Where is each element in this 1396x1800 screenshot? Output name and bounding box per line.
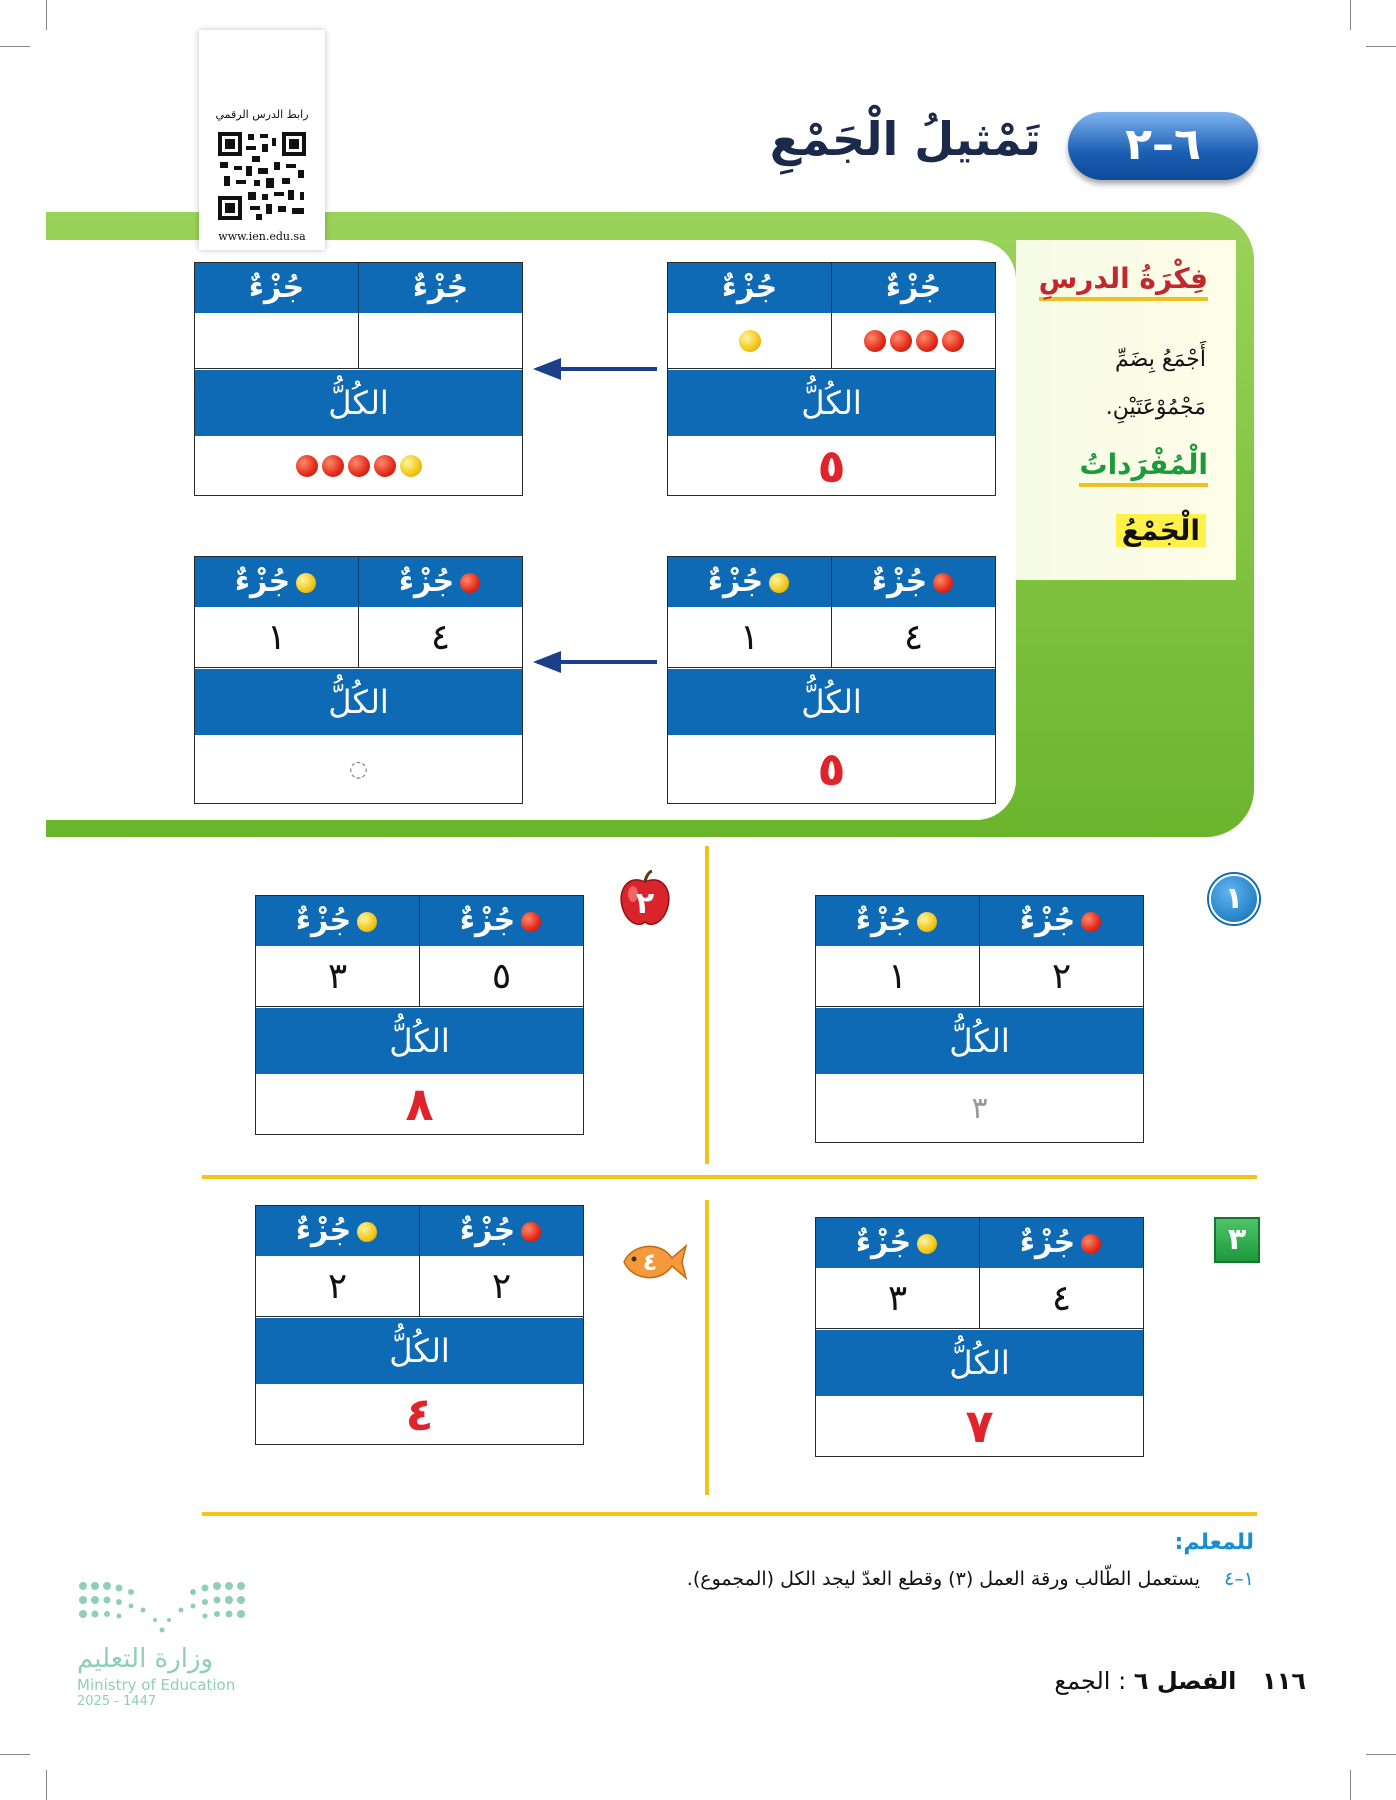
- part-header: جُزْءٌ: [668, 263, 832, 313]
- yellow-counter-icon: [400, 455, 422, 477]
- ministry-year: 2025 - 1447: [77, 1694, 157, 1709]
- part-header-red: جُزْءٌ: [420, 1206, 583, 1256]
- part-cell-empty: [359, 313, 522, 368]
- ministry-english: Ministry of Education: [77, 1676, 236, 1694]
- red-counter-icon: [916, 330, 938, 352]
- lesson-idea-heading: فِكْرَةُ الدرسِ: [1039, 262, 1208, 301]
- red-counter-icon: [933, 573, 953, 593]
- red-counter-icon: [374, 455, 396, 477]
- part-header-red: جُزْءٌ: [832, 557, 995, 607]
- part-header-yellow: جُزْءٌ: [256, 1206, 420, 1256]
- crop-mark: [46, 1770, 47, 1800]
- red-counter-icon: [1081, 1234, 1101, 1254]
- part-whole-mat: [667, 556, 996, 804]
- part-header-red: جُزْءٌ: [359, 557, 522, 607]
- exercise-number: ٢: [635, 886, 655, 921]
- yellow-counter-icon: [296, 573, 316, 593]
- part-whole-mat: [255, 895, 584, 1135]
- part-cell-empty: [195, 313, 359, 368]
- red-counter-icon: [942, 330, 964, 352]
- part-header-yellow: جُزْءٌ: [668, 557, 832, 607]
- yellow-counter-icon: [917, 1234, 937, 1254]
- whole-header: الكُلُّ: [668, 370, 995, 436]
- page-number: ١١٦: [1262, 1667, 1306, 1695]
- red-counter-icon: [1081, 912, 1101, 932]
- page-footer: [1054, 1667, 1306, 1695]
- qr-code-icon: [216, 130, 308, 222]
- part-value: ٥: [491, 955, 512, 997]
- divider: [202, 1512, 1257, 1516]
- whole-header: الكُلُّ: [195, 669, 522, 735]
- chapter-label: الفصل ٦: [1133, 1667, 1237, 1695]
- teacher-note-range: ١–٤: [1224, 1568, 1254, 1590]
- ministry-logo: [77, 1580, 257, 1709]
- teacher-note: [687, 1568, 1254, 1590]
- exercise-number: ٤: [642, 1248, 658, 1276]
- part-header-yellow: جُزْءٌ: [195, 557, 359, 607]
- whole-header: الكُلُّ: [816, 1008, 1143, 1074]
- red-counter-icon: [864, 330, 886, 352]
- yellow-counter-icon: [917, 912, 937, 932]
- part-whole-mat: [194, 556, 523, 804]
- part-header-red: جُزْءٌ: [980, 896, 1143, 946]
- part-cell-counters: [668, 313, 832, 368]
- part-whole-mat: [667, 262, 996, 496]
- red-counter-icon: [890, 330, 912, 352]
- part-header-red: جُزْءٌ: [420, 896, 583, 946]
- qr-url[interactable]: www.ien.edu.sa: [218, 230, 306, 243]
- ministry-arabic: وزارة التعليم: [77, 1644, 214, 1674]
- teacher-note-text: يستعمل الطّالب ورقة العمل (٣) وقطع العدّ ليجد الكل (المجموع).: [686, 1568, 1201, 1590]
- part-whole-mat: [194, 262, 523, 496]
- red-counter-icon: [460, 573, 480, 593]
- whole-header: الكُلُّ: [668, 669, 995, 735]
- part-value: ٢: [491, 1265, 512, 1307]
- part-header-yellow: جُزْءٌ: [816, 896, 980, 946]
- teacher-note-heading: للمعلم:: [1174, 1530, 1254, 1555]
- part-cell-counters: [832, 313, 995, 368]
- whole-header: الكُلُّ: [256, 1008, 583, 1074]
- red-counter-icon: [322, 455, 344, 477]
- whole-value: ٥: [817, 742, 846, 796]
- part-whole-mat: [815, 1217, 1144, 1457]
- whole-value: ٤: [405, 1387, 434, 1441]
- left-arrow-icon: [537, 660, 657, 664]
- whole-header: الكُلُّ: [816, 1330, 1143, 1396]
- lesson-number-badge: ٦–٢: [1068, 112, 1258, 180]
- part-value: ١: [816, 946, 980, 1006]
- whole-value: ٥: [817, 438, 846, 493]
- divider: [705, 846, 709, 1164]
- part-value: ٢: [256, 1256, 420, 1316]
- part-header-yellow: جُزْءٌ: [256, 896, 420, 946]
- whole-answer-traced[interactable]: ٣: [971, 1090, 988, 1126]
- chapter-topic: : الجمع: [1054, 1667, 1127, 1695]
- crop-mark: [0, 46, 30, 47]
- part-value: ٤: [903, 616, 924, 658]
- part-header-red: جُزْءٌ: [980, 1218, 1143, 1268]
- left-arrow-icon: [537, 367, 657, 371]
- part-value: ٣: [816, 1268, 980, 1328]
- qr-label: رابط الدرس الرقمي: [215, 108, 309, 121]
- crop-mark: [1366, 46, 1396, 47]
- part-value: ٢: [1051, 955, 1072, 997]
- divider: [202, 1175, 1257, 1179]
- whole-counters: [195, 436, 522, 495]
- yellow-counter-icon: [769, 573, 789, 593]
- whole-value: ٧: [965, 1399, 994, 1453]
- vocabulary-heading: الْمُفْرَداتُ: [1079, 448, 1208, 487]
- vocabulary-word: الْجَمْعُ: [1116, 514, 1206, 547]
- part-value: ٤: [430, 616, 451, 658]
- part-value: ١: [195, 607, 359, 667]
- crop-mark: [1350, 0, 1351, 30]
- crop-mark: [0, 1754, 30, 1755]
- yellow-counter-icon: [357, 1222, 377, 1242]
- part-header: جُزْءٌ: [885, 270, 942, 305]
- part-value: ٤: [1051, 1277, 1072, 1319]
- part-header-yellow: جُزْءٌ: [816, 1218, 980, 1268]
- part-header: جُزْءٌ: [412, 270, 469, 305]
- whole-header: الكُلُّ: [195, 370, 522, 436]
- whole-value: ٨: [405, 1077, 434, 1131]
- red-counter-icon: [521, 912, 541, 932]
- whole-answer-blank[interactable]: ◌: [348, 756, 369, 782]
- part-value: ٣: [256, 946, 420, 1006]
- yellow-counter-icon: [357, 912, 377, 932]
- crop-mark: [1350, 1770, 1351, 1800]
- yellow-counter-icon: [739, 330, 761, 352]
- red-counter-icon: [521, 1222, 541, 1242]
- qr-card[interactable]: [199, 30, 325, 250]
- divider: [705, 1200, 709, 1495]
- exercise-number-badge: ١: [1209, 874, 1259, 924]
- lesson-idea-text: أَجْمَعُ بِضَمِّ مَجْمُوْعَتَيْنِ.: [1105, 347, 1206, 420]
- ministry-logo-icon: [77, 1580, 247, 1636]
- part-whole-mat: [815, 895, 1144, 1143]
- red-counter-icon: [348, 455, 370, 477]
- part-header: جُزْءٌ: [195, 263, 359, 313]
- exercise-number-badge: ٣: [1214, 1217, 1260, 1263]
- page-title: تَمْثيلُ الْجَمْعِ: [769, 112, 1041, 166]
- whole-header: الكُلُّ: [256, 1318, 583, 1384]
- red-counter-icon: [296, 455, 318, 477]
- crop-mark: [1366, 1754, 1396, 1755]
- part-whole-mat: [255, 1205, 584, 1445]
- crop-mark: [46, 0, 47, 30]
- part-value: ١: [668, 607, 832, 667]
